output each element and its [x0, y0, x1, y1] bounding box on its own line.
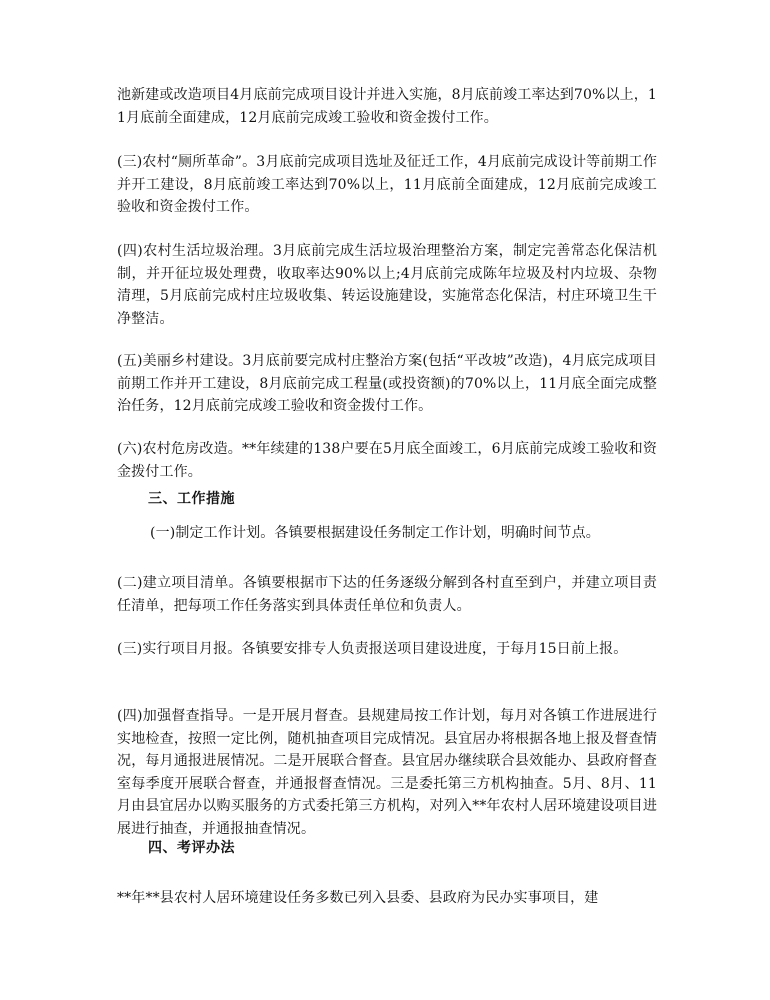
paragraph-dilapidated-housing: (六)农村危房改造。**年续建的138户要在5月底全面竣工，6月底前完成竣工验收和资金拨付工作。	[117, 441, 657, 480]
paragraph-pond-renovation: 池新建或改造项目4月底前完成项目设计并进入实施，8月底前竣工率达到70%以上，11月底前全面建成，12月底前完成竣工验收和资金拨付工作。	[117, 87, 657, 126]
section-heading-evaluation: 四、考评办法	[148, 840, 235, 856]
paragraph-toilet-revolution: (三)农村“厕所革命”。3月底前完成项目选址及征迁工作，4月底前完成设计等前期工作并开工建设，8月底前竣工率达到70%以上，11月底前全面建成，12月底前完成竣工验收和资金拨付工作。	[117, 154, 657, 215]
paragraph-beautiful-village: (五)美丽乡村建设。3月底前要完成村庄整治方案(包括“平改坡”改造)，4月底完成项目前期工作并开工建设，8月底前完成工程量(或投资额)的70%以上，11月底全面完成整治任务，12月底前完成竣工验收和资金拨付工作。	[117, 353, 657, 414]
paragraph-project-list: (二)建立项目清单。各镇要根据市下达的任务逐级分解到各村直至到户，并建立项目责任清单，把每项工作任务落实到具体责任单位和负责人。	[117, 575, 657, 614]
paragraph-evaluation-intro: **年**县农村人居环境建设任务多数已列入县委、县政府为民办实事项目，建	[117, 890, 599, 906]
section-heading-measures: 三、工作措施	[148, 491, 235, 507]
paragraph-supervision: (四)加强督查指导。一是开展月督查。县规建局按工作计划，每月对各镇工作进展进行实地检查，按照一定比例，随机抽查项目完成情况。县宜居办将根据各地上报及督查情况，每月通报进展情况。二是开展联合督查。县宜居办继续联合县效能办、县政府督查室每季度开展联合督查，并通报督查情况。三是委托第三方机构抽查。5月、8月、11月由县宜居办以购买服务的方式委托第三方机构，对列入**年农村人居环境建设项目进展进行抽查，并通报抽查情况。	[117, 708, 657, 837]
paragraph-garbage-treatment: (四)农村生活垃圾治理。3月底前完成生活垃圾治理整治方案，制定完善常态化保洁机制，并开征垃圾处理费，收取率达90%以上;4月底前完成陈年垃圾及村内垃圾、杂物清理，5月底前完成村庄垃圾收集、转运设施建设，实施常态化保洁，村庄环境卫生干净整洁。	[117, 243, 657, 327]
paragraph-monthly-report: (三)实行项目月报。各镇要安排专人负责报送项目建设进度，于每月15日前上报。	[117, 641, 628, 657]
paragraph-work-plan: (一)制定工作计划。各镇要根据建设任务制定工作计划，明确时间节点。	[150, 525, 600, 541]
